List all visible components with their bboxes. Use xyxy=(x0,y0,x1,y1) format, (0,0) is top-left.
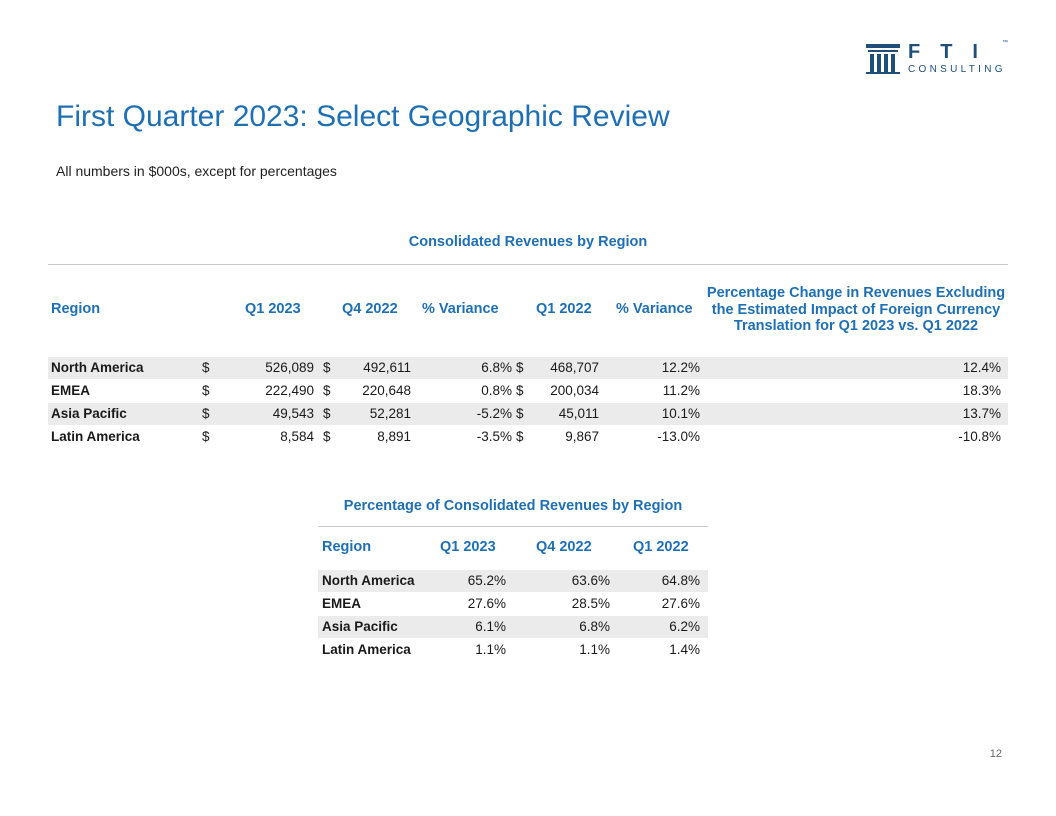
table-row xyxy=(48,426,1008,448)
trademark-symbol: ™ xyxy=(1002,40,1008,46)
table-row xyxy=(48,380,1008,402)
header-region: Region xyxy=(51,301,101,317)
header-q1-2022: Q1 2022 xyxy=(536,301,592,317)
header-fx-line2: the Estimated Impact of Foreign Currency xyxy=(711,301,1001,318)
currency-symbol: $ xyxy=(323,360,331,375)
table-row xyxy=(48,357,1008,379)
region-name: Asia Pacific xyxy=(322,619,398,634)
q4-2022-share: 63.6% xyxy=(571,573,610,588)
header-q4-2022: Q4 2022 xyxy=(536,539,592,555)
page-subtitle: All numbers in $000s, except for percentages xyxy=(56,163,337,179)
region-name: Latin America xyxy=(322,642,411,657)
currency-symbol: $ xyxy=(202,429,210,444)
table-row xyxy=(318,616,708,638)
fx-adjusted-value: 18.3% xyxy=(962,383,1001,398)
header-fx-adjusted xyxy=(706,285,1006,335)
header-q1-2023: Q1 2023 xyxy=(440,539,496,555)
fx-adjusted-value: 12.4% xyxy=(962,360,1001,375)
page-title: First Quarter 2023: Select Geographic Review xyxy=(56,100,670,133)
table-row xyxy=(318,593,708,615)
q4-2022-share: 1.1% xyxy=(579,642,610,657)
header-variance-2: % Variance xyxy=(616,301,693,317)
q1-2023-value: 526,089 xyxy=(265,360,314,375)
variance-1-value: 6.8% xyxy=(481,360,512,375)
currency-symbol: $ xyxy=(323,383,331,398)
q1-2023-share: 6.1% xyxy=(475,619,506,634)
logo-subtext: CONSULTING xyxy=(908,64,1006,75)
header-fx-line1: Percentage Change in Revenues Excluding xyxy=(706,285,1006,301)
header-region: Region xyxy=(322,539,372,555)
q1-2023-value: 49,543 xyxy=(272,406,314,421)
currency-symbol: $ xyxy=(202,383,210,398)
header-q1-2022: Q1 2022 xyxy=(633,539,689,555)
region-name: North America xyxy=(322,573,415,588)
table1-title: Consolidated Revenues by Region xyxy=(408,234,648,250)
currency-symbol: $ xyxy=(516,406,524,421)
region-name: EMEA xyxy=(51,383,91,398)
region-name: Latin America xyxy=(51,429,140,444)
q4-2022-value: 8,891 xyxy=(377,429,411,444)
currency-symbol: $ xyxy=(323,429,331,444)
header-fx-line3: Translation for Q1 2023 vs. Q1 2022 xyxy=(733,318,979,334)
currency-symbol: $ xyxy=(516,360,524,375)
fx-adjusted-value: -10.8% xyxy=(958,429,1001,444)
q1-2023-value: 8,584 xyxy=(280,429,314,444)
q1-2022-value: 468,707 xyxy=(550,360,599,375)
table-row xyxy=(48,403,1008,425)
q1-2022-share: 64.8% xyxy=(661,573,700,588)
columns-icon xyxy=(866,44,900,74)
header-q1-2023: Q1 2023 xyxy=(245,301,301,317)
variance-2-value: 12.2% xyxy=(661,360,700,375)
q1-2022-value: 45,011 xyxy=(558,406,599,421)
q1-2023-value: 222,490 xyxy=(265,383,314,398)
table-row xyxy=(318,570,708,592)
currency-symbol: $ xyxy=(516,383,524,398)
q1-2023-share: 65.2% xyxy=(467,573,506,588)
header-q4-2022: Q4 2022 xyxy=(342,301,398,317)
q1-2022-share: 27.6% xyxy=(661,596,700,611)
variance-2-value: 11.2% xyxy=(662,383,700,398)
variance-1-value: -5.2% xyxy=(476,406,512,421)
currency-symbol: $ xyxy=(202,406,210,421)
q4-2022-value: 492,611 xyxy=(363,360,411,375)
variance-2-value: 10.1% xyxy=(661,406,700,421)
q1-2022-value: 9,867 xyxy=(565,429,599,444)
variance-2-value: -13.0% xyxy=(657,429,700,444)
region-name: Asia Pacific xyxy=(51,406,127,421)
table1-divider xyxy=(48,264,1008,265)
variance-1-value: -3.5% xyxy=(476,429,512,444)
currency-symbol: $ xyxy=(516,429,524,444)
table2-title: Percentage of Consolidated Revenues by Region xyxy=(343,498,683,514)
variance-1-value: 0.8% xyxy=(481,383,512,398)
q1-2022-value: 200,034 xyxy=(550,383,599,398)
q1-2022-share: 1.4% xyxy=(669,642,700,657)
table-row xyxy=(318,639,708,661)
currency-symbol: $ xyxy=(202,360,210,375)
header-variance-1: % Variance xyxy=(422,301,499,317)
q1-2022-share: 6.2% xyxy=(669,619,700,634)
q4-2022-value: 52,281 xyxy=(369,406,411,421)
q4-2022-value: 220,648 xyxy=(362,383,411,398)
fti-consulting-logo xyxy=(866,42,1016,76)
logo-wordmark: FTI xyxy=(908,41,998,63)
region-name: EMEA xyxy=(322,596,362,611)
page-number: 12 xyxy=(989,748,1002,760)
q4-2022-share: 28.5% xyxy=(571,596,610,611)
table2-divider xyxy=(318,526,708,527)
region-name: North America xyxy=(51,360,144,375)
currency-symbol: $ xyxy=(323,406,331,421)
q4-2022-share: 6.8% xyxy=(579,619,610,634)
q1-2023-share: 1.1% xyxy=(475,642,506,657)
fx-adjusted-value: 13.7% xyxy=(962,406,1001,421)
q1-2023-share: 27.6% xyxy=(467,596,506,611)
